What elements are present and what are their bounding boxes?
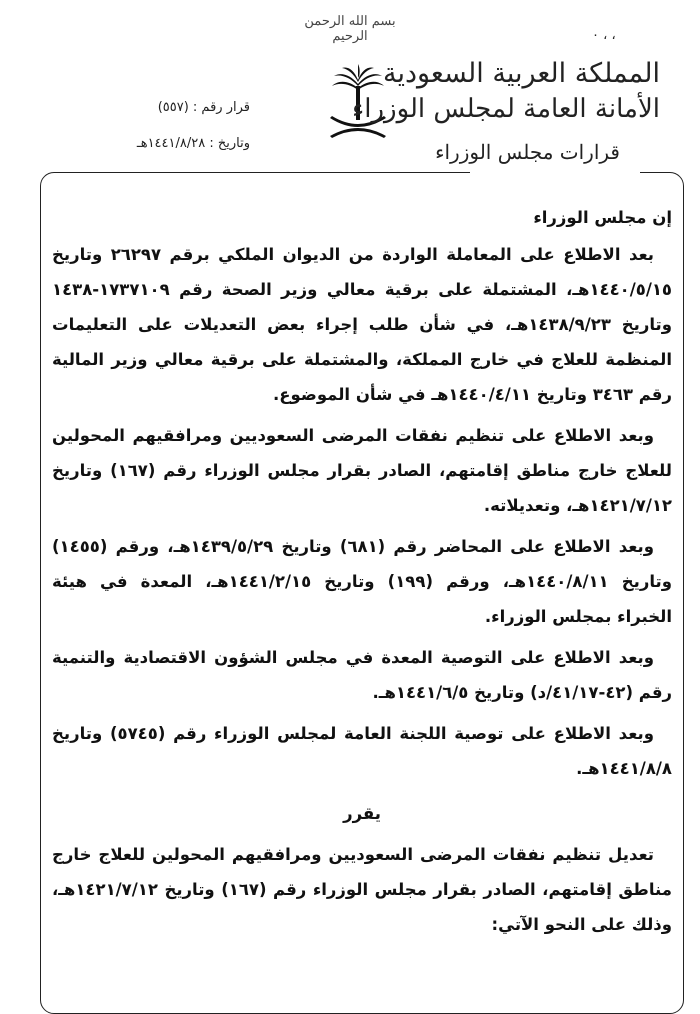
decides-heading: يقرر xyxy=(343,804,381,823)
paragraph-6: تعديل تنظيم نفقات المرضى السعوديين ومرافقيهم المحولين للعلاج خارج مناطق إقامتهم، الصادر بقرار مجلس الوزراء رقم (١٦٧) وتاريخ ١٤٢١/٧/١٢هـ، وذلك على النحو الآتي: xyxy=(52,845,672,934)
secretariat-name: الأمانة العامة لمجلس الوزراء xyxy=(352,94,660,124)
council-decisions-label: قرارات مجلس الوزراء xyxy=(435,140,620,164)
paragraph-4: وبعد الاطلاع على التوصية المعدة في مجلس الشؤون الاقتصادية والتنمية رقم (٤٢-٤١/١٧/د) وتاريخ ١٤٤١/٦/٥هـ. xyxy=(52,648,672,702)
paragraph-2: وبعد الاطلاع على تنظيم نفقات المرضى السعوديين ومرافقيهم المحولين للعلاج خارج مناطق إقامتهم، الصادر بقرار مجلس الوزراء رقم (١٦٧) وتاريخ ١٤٢١/٧/١٢هـ، وتعديلاته. xyxy=(52,426,672,515)
paragraph-3: وبعد الاطلاع على المحاضر رقم (٦٨١) وتاريخ ١٤٣٩/٥/٢٩هـ، ورقم (١٤٥٥) وتاريخ ١٤٤٠/٨/١١هـ، ورقم (١٩٩) وتاريخ ١٤٤١/٢/١٥هـ، المعدة في هيئة الخبراء بمجلس الوزراء. xyxy=(52,537,672,626)
organization-name: المملكة العربية السعودية xyxy=(382,58,660,89)
frame-label-gap xyxy=(470,165,640,179)
corner-handwritten-marks: ٠ ، ، xyxy=(592,28,616,43)
paragraph-5: وبعد الاطلاع على توصية اللجنة العامة لمجلس الوزراء رقم (٥٧٤٥) وتاريخ ١٤٤١/٨/٨هـ. xyxy=(52,724,672,778)
basmala-calligraphy: بسم الله الرحمن الرحيم xyxy=(304,14,396,44)
paragraph-1: بعد الاطلاع على المعاملة الواردة من الديوان الملكي برقم ٢٦٢٩٧ وتاريخ ١٤٤٠/٥/١٥هـ، المشتملة على برقية معالي وزير الصحة رقم ١٧٣٧١٠٩-١٤٣٨ وتاريخ ١٤٣٨/٩/٢٣هـ، في شأن طلب إجراء بعض التعديلات على التعليمات المنظمة للعلاج في خارج المملكة، والمشتملة على برقية معالي وزير المالية رقم ٣٤٦٣ وتاريخ ١٤٤٠/٤/١١هـ في شأن الموضوع. xyxy=(52,245,672,404)
decision-number: قرار رقم : (٥٥٧) xyxy=(157,100,250,115)
decision-body xyxy=(52,200,672,948)
decision-date: وتاريخ : ١٤٤١/٨/٢٨هـ xyxy=(136,136,250,151)
opening-line: إن مجلس الوزراء xyxy=(533,208,672,227)
